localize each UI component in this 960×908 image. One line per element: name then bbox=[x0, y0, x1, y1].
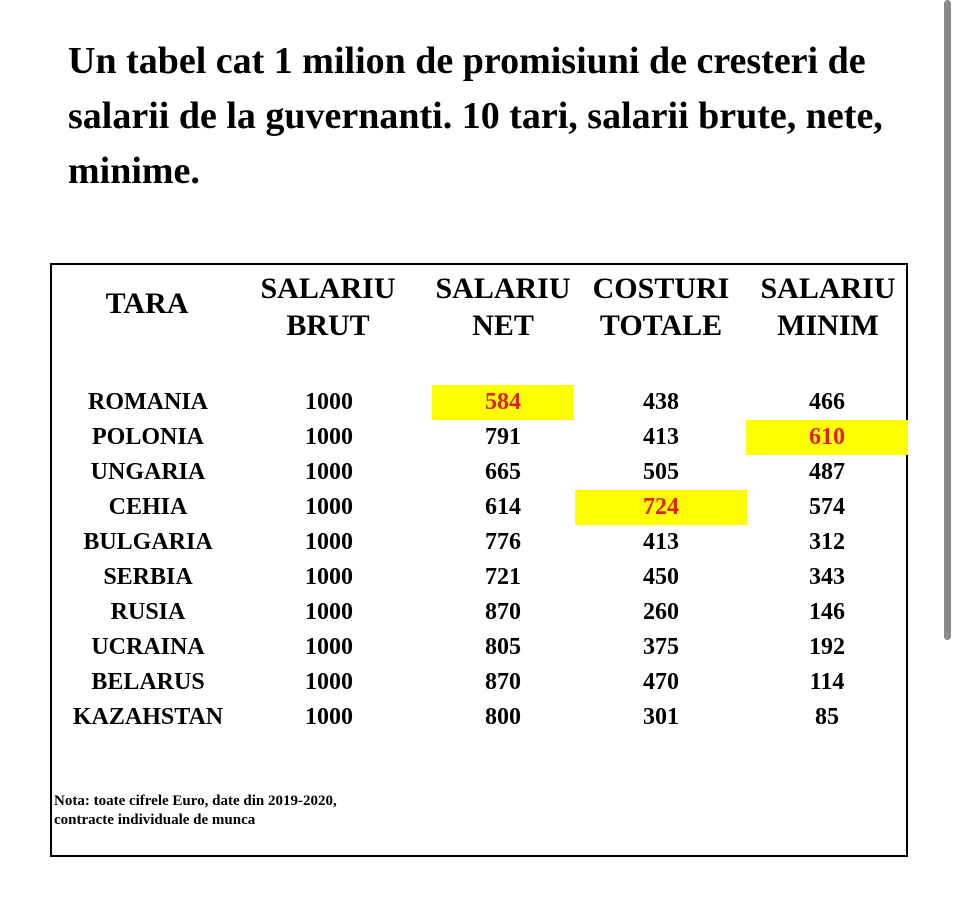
net-value: 584 bbox=[432, 385, 574, 420]
net-value: 776 bbox=[485, 529, 521, 555]
country-name: ROMANIA bbox=[88, 389, 208, 415]
minim-value: 487 bbox=[809, 459, 845, 485]
header-tara bbox=[72, 285, 222, 322]
country-name: BULGARIA bbox=[83, 529, 213, 555]
brut-value: 1000 bbox=[305, 704, 353, 730]
costuri-value: 438 bbox=[643, 389, 679, 415]
net-value: 805 bbox=[485, 634, 521, 660]
costuri-value: 724 bbox=[575, 490, 747, 525]
net-value: 870 bbox=[485, 669, 521, 695]
brut-value: 1000 bbox=[305, 529, 353, 555]
header-costuri-line-2: TOTALE bbox=[599, 309, 723, 342]
header-net-line-1: SALARIU bbox=[435, 272, 571, 305]
header-brut-line-2: BRUT bbox=[286, 309, 370, 342]
country-name: BELARUS bbox=[91, 669, 205, 695]
header-salariu-minim bbox=[747, 270, 909, 344]
costuri-value: 413 bbox=[643, 424, 679, 450]
costuri-value: 260 bbox=[643, 599, 679, 625]
costuri-value: 413 bbox=[643, 529, 679, 555]
brut-value: 1000 bbox=[305, 599, 353, 625]
brut-value: 1000 bbox=[305, 564, 353, 590]
net-value: 791 bbox=[485, 424, 521, 450]
costuri-value: 470 bbox=[643, 669, 679, 695]
footnote-line-2: contracte individuale de munca bbox=[54, 812, 256, 828]
minim-value: 146 bbox=[809, 599, 845, 625]
minim-value: 574 bbox=[809, 494, 845, 520]
country-name: UCRAINA bbox=[91, 634, 205, 660]
header-net-line-2: NET bbox=[472, 309, 534, 342]
minim-value: 312 bbox=[809, 529, 845, 555]
page-title: Un tabel cat 1 milion de promisiuni de cresteri de salarii de la guvernanti. 10 tari, salarii brute, nete, minime. bbox=[68, 40, 883, 192]
minim-value: 466 bbox=[809, 389, 845, 415]
net-value: 614 bbox=[485, 494, 521, 520]
header-costuri-totale bbox=[580, 270, 742, 344]
brut-value: 1000 bbox=[305, 459, 353, 485]
country-name: RUSIA bbox=[110, 599, 186, 625]
brut-value: 1000 bbox=[305, 494, 353, 520]
brut-value: 1000 bbox=[305, 389, 353, 415]
costuri-value: 375 bbox=[643, 634, 679, 660]
costuri-value: 450 bbox=[643, 564, 679, 590]
header-salariu-brut bbox=[247, 270, 409, 344]
net-value: 721 bbox=[485, 564, 521, 590]
header-minim-line-1: SALARIU bbox=[760, 272, 896, 305]
country-name: POLONIA bbox=[91, 424, 204, 450]
footnote bbox=[54, 792, 414, 830]
country-name: UNGARIA bbox=[90, 459, 206, 485]
minim-value: 343 bbox=[809, 564, 845, 590]
brut-value: 1000 bbox=[305, 634, 353, 660]
header-costuri-line-1: COSTURI bbox=[592, 272, 730, 305]
header-minim-line-2: MINIM bbox=[777, 309, 879, 342]
footnote-line-1: Nota: toate cifrele Euro, date din 2019-2020, bbox=[54, 793, 337, 809]
header-brut-line-1: SALARIU bbox=[260, 272, 396, 305]
header-salariu-net bbox=[422, 270, 584, 344]
header-tara-line-1: TARA bbox=[105, 287, 189, 320]
minim-value: 610 bbox=[746, 420, 908, 455]
brut-value: 1000 bbox=[305, 424, 353, 450]
net-value: 870 bbox=[485, 599, 521, 625]
salary-table bbox=[50, 263, 908, 857]
country-name: KAZAHSTAN bbox=[72, 704, 224, 730]
costuri-value: 301 bbox=[643, 704, 679, 730]
country-name: SERBIA bbox=[103, 564, 193, 590]
costuri-value: 505 bbox=[643, 459, 679, 485]
country-name: CEHIA bbox=[108, 494, 188, 520]
net-value: 665 bbox=[485, 459, 521, 485]
net-value: 800 bbox=[485, 704, 521, 730]
minim-value: 192 bbox=[809, 634, 845, 660]
scrollbar[interactable] bbox=[944, 0, 951, 640]
minim-value: 114 bbox=[809, 669, 845, 695]
minim-value: 85 bbox=[815, 704, 839, 730]
brut-value: 1000 bbox=[305, 669, 353, 695]
